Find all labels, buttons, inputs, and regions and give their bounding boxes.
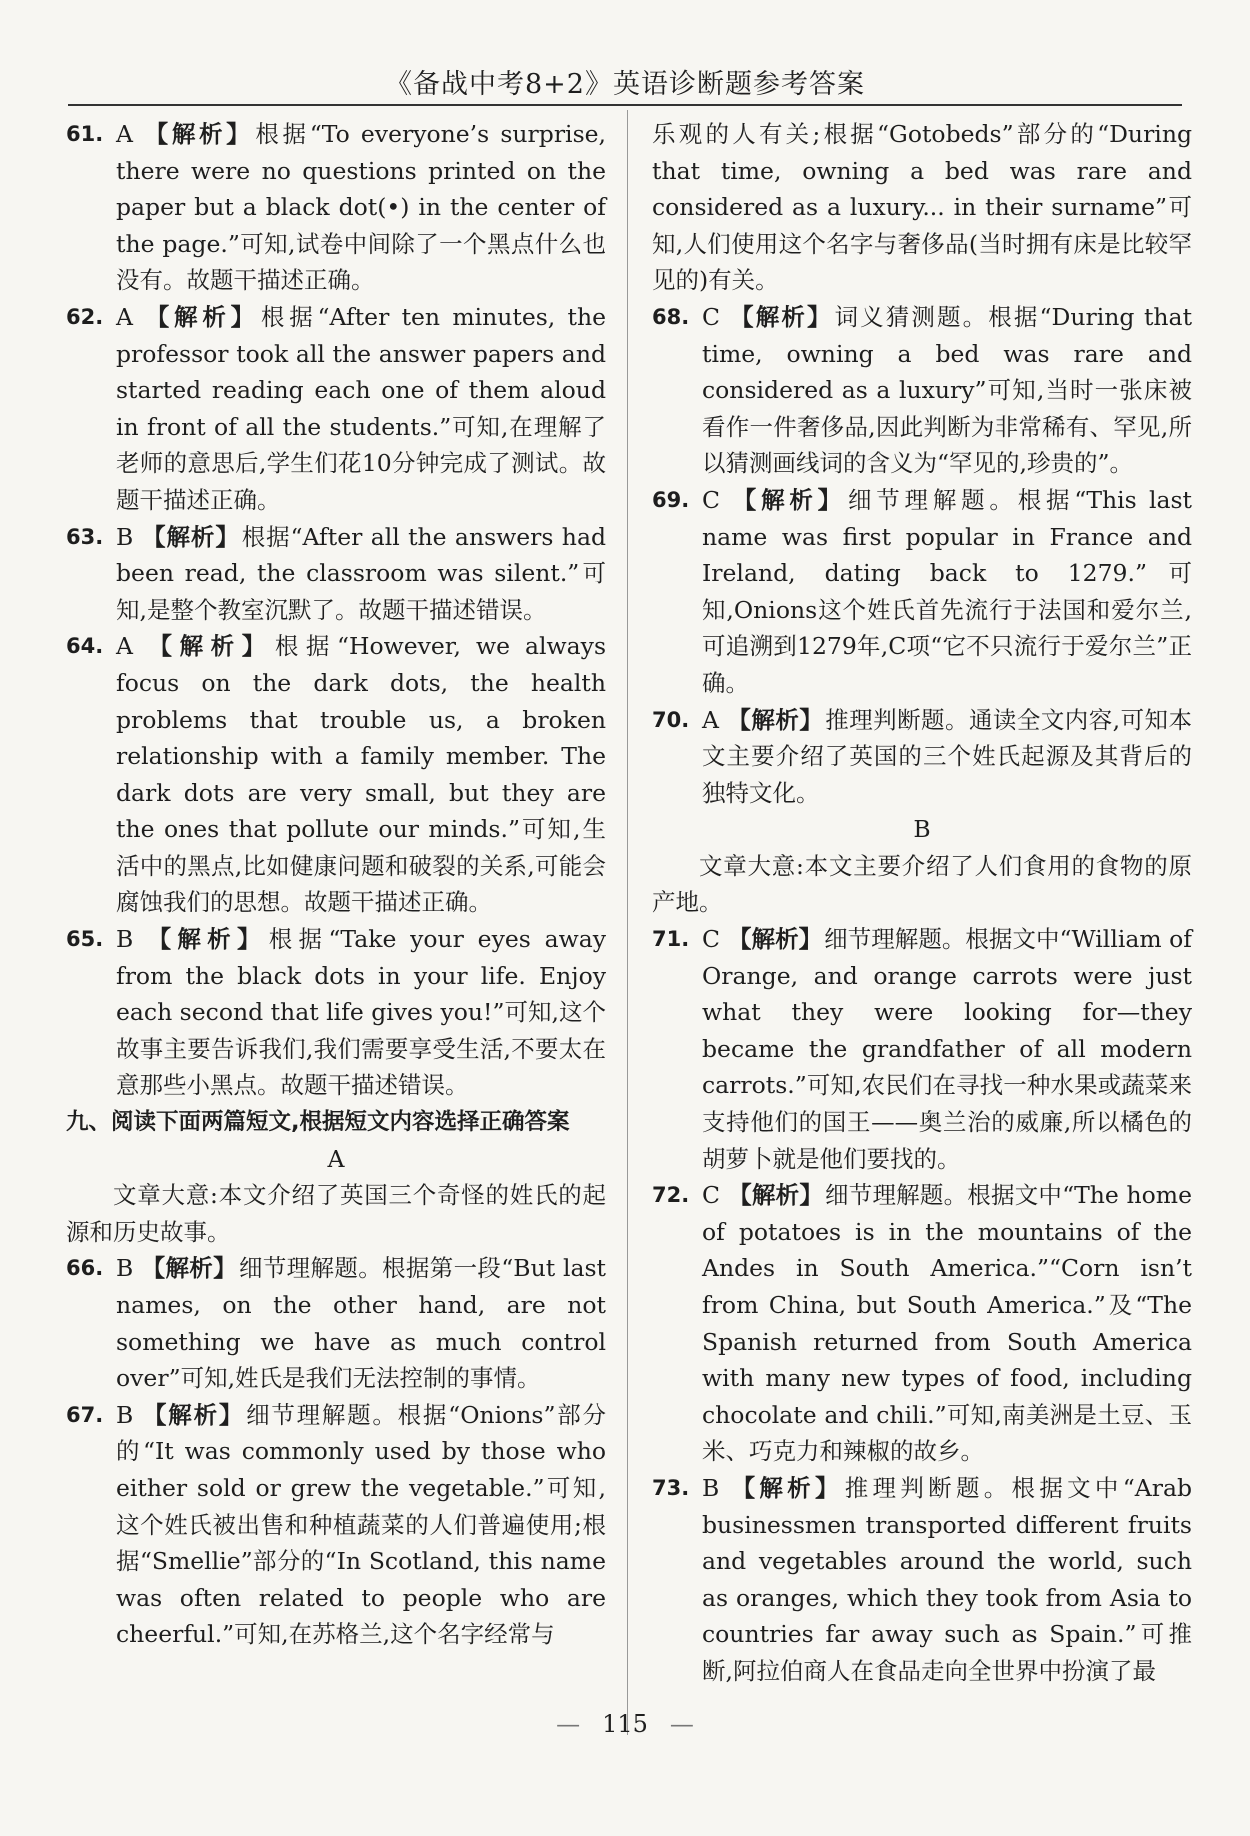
explanation-text: 细节理解题。根据文中“William of Orange, and orange carrots were just what they were looking for—they became the grandfather of all modern carrots.”可知,农民们在寻找一种水果或蔬菜来支持他们的国王——奥兰治的威廉,所以橘色的胡萝卜就是他们要找的。 xyxy=(702,925,1192,1173)
explanation-text: 根据“To everyone’s surprise, there were no questions printed on the paper but a black dot(•) in the center of the page.”可知,试卷中间除了一个黑点什么也没有。故题干描述正确。 xyxy=(116,120,607,295)
answer-entry-69 xyxy=(652,482,1192,702)
analysis-tag: 【解析】 xyxy=(727,1473,843,1502)
question-number: 70. xyxy=(652,707,690,732)
question-number: 68. xyxy=(652,304,690,329)
answer-entry-63 xyxy=(66,519,606,629)
answer-entry-67 xyxy=(66,1397,606,1653)
explanation-text: 根据“After ten minutes, the professor took all the answer papers and started reading each one of them aloud in front of all the students.”可知,在理解了老师的意思后,学生们花10分钟完成了测试。故题干描述正确。 xyxy=(116,302,607,514)
answer-entry-70 xyxy=(652,702,1192,812)
question-number: 64. xyxy=(66,634,104,659)
answer-letter: C xyxy=(702,925,720,954)
explanation-text: 细节理解题。根据“This last name was first popular in France and Ireland, dating back to 1279.”可知,Onions这个姓氏首先流行于法国和爱尔兰,可追溯到1279年,C项“它不只流行于爱尔兰”正确。 xyxy=(702,485,1192,697)
analysis-tag: 【解析】 xyxy=(141,1254,237,1283)
question-number: 61. xyxy=(66,122,104,146)
answer-entry-73 xyxy=(652,1470,1192,1690)
analysis-tag: 【解析】 xyxy=(141,1400,245,1429)
analysis-tag: 【解析】 xyxy=(141,522,240,551)
answer-entry-66 xyxy=(66,1250,606,1396)
page-number: 115 xyxy=(602,1710,648,1738)
answer-letter: B xyxy=(116,1254,134,1283)
answer-entry-64 xyxy=(66,628,606,921)
answer-entry-72 xyxy=(652,1177,1192,1470)
question-number: 69. xyxy=(652,487,690,512)
part-label-a: A xyxy=(327,1144,345,1173)
answer-letter: C xyxy=(702,1181,720,1210)
section-heading: 九、阅读下面两篇短文,根据短文内容选择正确答案 xyxy=(66,1109,570,1136)
answer-entry-68 xyxy=(652,299,1192,482)
explanation-text: 推理判断题。根据文中“Arab businessmen transported different fruits and vegetables around the world, such as oranges, which they took from Asia to countries far away such as Spain.”可推断,阿拉伯商人在食品走向全世界中扮演了最 xyxy=(702,1473,1192,1685)
explanation-text: 根据“After all the answers had been read, the classroom was silent.”可知,是整个教室沉默了。故题干描述错误。 xyxy=(116,522,607,624)
answer-letter: A xyxy=(702,705,719,734)
answer-entry-71 xyxy=(652,921,1192,1177)
answer-letter: B xyxy=(116,522,134,551)
answer-letter: A xyxy=(116,120,133,148)
answer-letter: C xyxy=(702,302,720,331)
header-rule xyxy=(68,104,1182,106)
continued-explanation: 乐观的人有关;根据“Gotobeds”部分的“During that time, owning a bed was rare and considered as a luxury... in their surname”可知,人们使用这个名字与奢侈品(当时拥有床是比较罕见的)有关。 xyxy=(652,120,1192,295)
footer-dash-left: — xyxy=(556,1710,581,1738)
question-number: 63. xyxy=(66,524,104,549)
answer-letter: B xyxy=(116,1400,134,1429)
analysis-tag: 【解析】 xyxy=(727,925,823,954)
article-summary-a: 文章大意:本文介绍了英国三个奇怪的姓氏的起源和历史故事。 xyxy=(66,1181,606,1246)
part-label-b: B xyxy=(913,815,931,844)
right-column xyxy=(652,116,1192,1690)
answer-entry-62 xyxy=(66,299,606,519)
answer-letter: A xyxy=(116,302,133,331)
analysis-tag: 【解析】 xyxy=(727,1181,824,1210)
question-number: 62. xyxy=(66,304,104,329)
column-divider xyxy=(627,110,628,1735)
answer-entry-61 xyxy=(66,116,606,299)
explanation-text: 根据“However, we always focus on the dark dots, the health problems that trouble us, a broken relationship with a family member. The dark dots are very small, but they are the ones that pollute our minds.”可知,生活中的黑点,比如健康问题和破裂的关系,可能会腐蚀我们的思想。故题干描述正确。 xyxy=(116,632,607,917)
explanation-text: 细节理解题。根据第一段“But last names, on the other hand, are not something we have as much control over”可知,姓氏是我们无法控制的事情。 xyxy=(116,1254,606,1393)
explanation-text: 词义猜测题。根据“During that time, owning a bed was rare and considered as a luxury”可知,当时一张床被看作一件奢侈品,因此判断为非常稀有、罕见,所以猜测画线词的含义为“罕见的,珍贵的”。 xyxy=(702,302,1193,478)
analysis-tag: 【解析】 xyxy=(141,925,267,954)
analysis-tag: 【解析】 xyxy=(726,705,824,734)
explanation-text: 推理判断题。通读全文内容,可知本文主要介绍了英国的三个姓氏起源及其背后的独特文化。 xyxy=(702,705,1192,807)
article-summary-b: 文章大意:本文主要介绍了人们食用的食物的原产地。 xyxy=(652,851,1192,917)
analysis-tag: 【解析】 xyxy=(140,632,273,661)
explanation-text: 细节理解题。根据文中“The home of potatoes is in the mountains of the Andes in South America.”“Corn isn’t from China, but South America.”及“The Spanish returned from South America with many new types of food, including chocolate and chili.”可知,南美洲是土豆、玉米、巧克力和辣椒的故乡。 xyxy=(702,1181,1192,1466)
answer-letter: B xyxy=(702,1473,720,1502)
question-number: 65. xyxy=(66,927,104,952)
question-number: 67. xyxy=(66,1402,104,1427)
question-number: 72. xyxy=(652,1183,690,1208)
page-footer xyxy=(0,1710,1250,1738)
question-number: 71. xyxy=(652,927,690,952)
answer-letter: B xyxy=(116,925,134,954)
question-number: 66. xyxy=(66,1256,104,1281)
analysis-tag: 【解析】 xyxy=(140,302,259,331)
answer-letter: C xyxy=(702,485,720,514)
answer-entry-65 xyxy=(66,921,606,1104)
explanation-text: 根据“Take your eyes away from the black dots in your life. Enjoy each second that life gives you!”可知,这个故事主要告诉我们,我们需要享受生活,不要太在意那些小黑点。故题干描述错误。 xyxy=(116,925,606,1100)
analysis-tag: 【解析】 xyxy=(727,302,833,331)
question-number: 73. xyxy=(652,1475,690,1500)
page-header-title: 《备战中考8+2》英语诊断题参考答案 xyxy=(385,69,865,100)
explanation-text: 细节理解题。根据“Onions”部分的“It was commonly used by those who either sold or grew the vegetable.”可知,这个姓氏被出售和种植蔬菜的人们普遍使用;根据“Smellie”部分的“In Scotland, this name was often related to people who are cheerful.”可知,在苏格兰,这个名字经常与 xyxy=(116,1400,606,1649)
analysis-tag: 【解析】 xyxy=(140,120,254,148)
footer-dash-right: — xyxy=(669,1710,694,1738)
left-column xyxy=(66,116,606,1653)
analysis-tag: 【解析】 xyxy=(727,485,846,514)
answer-letter: A xyxy=(116,632,133,661)
